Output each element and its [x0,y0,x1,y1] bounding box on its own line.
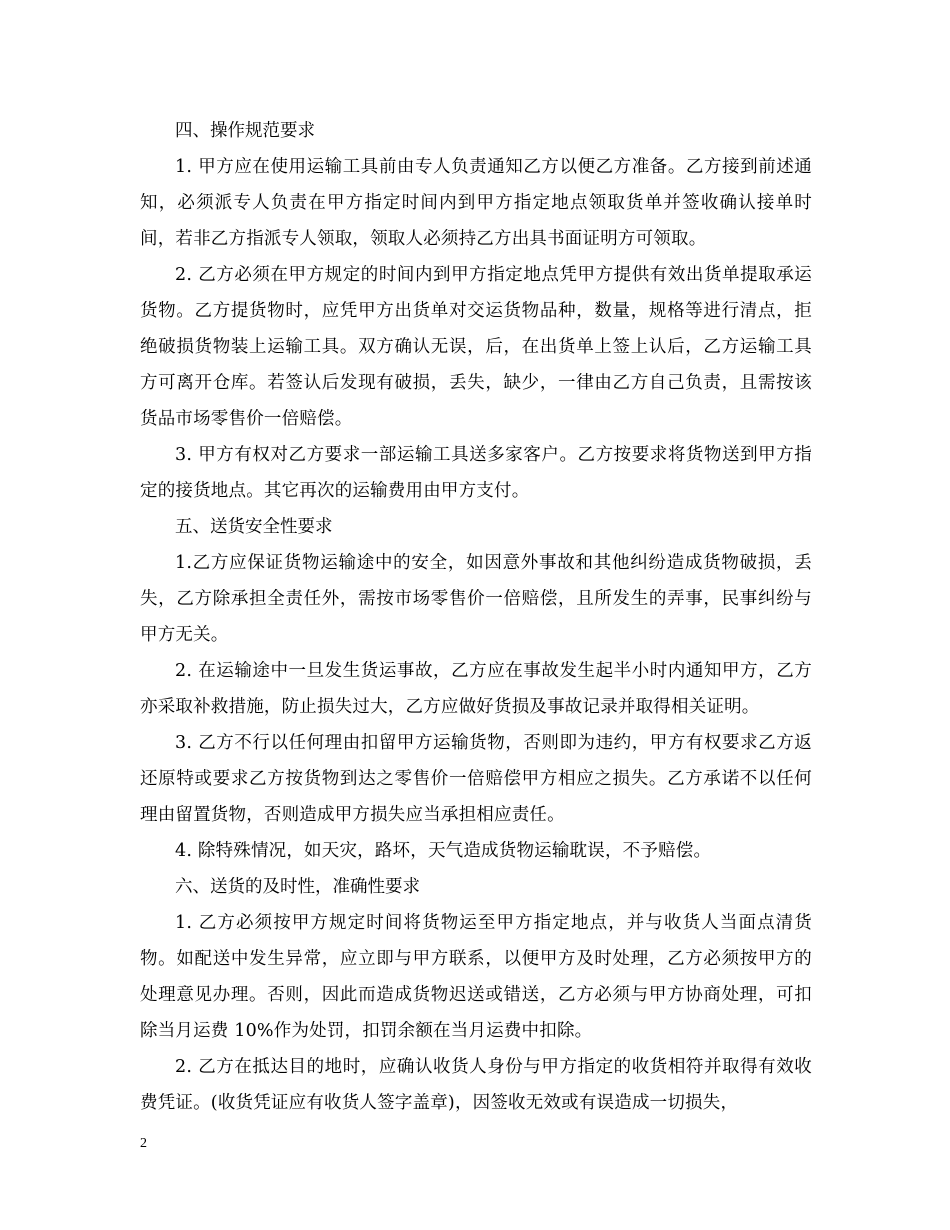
page-number: 2 [140,1136,147,1151]
clause-5-4: 4. 除特殊情况，如天灾，路坏，天气造成货物运输耽误，不予赔偿。 [175,841,712,861]
section-heading-6: 六、送货的及时性，准确性要求 [175,877,420,897]
section-heading-5: 五、送货安全性要求 [175,517,333,537]
clause-5-2: 2. 在运输途中一旦发生货运事故，乙方应在事故发生起半小时内通知甲方，乙方亦采取补救措施，防止损失过大，乙方应做好货损及事故记录并取得相关证明。 [140,661,812,717]
document-body [140,113,812,1121]
clause-4-1: 1. 甲方应在使用运输工具前由专人负责通知乙方以便乙方准备。乙方接到前述通知，必须派专人负责在甲方指定时间内到甲方指定地点领取货单并签收确认接单时间，若非乙方指派专人领取，领取人必须持乙方出具书面证明方可领取。 [140,157,812,249]
clause-6-1: 1. 乙方必须按甲方规定时间将货物运至甲方指定地点，并与收货人当面点清货物。如配送中发生异常，应立即与甲方联系，以便甲方及时处理，乙方必须按甲方的处理意见办理。否则，因此而造成货物迟送或错送，乙方必须与甲方协商处理，可扣除当月运费 10%作为处罚，扣罚余额在当月运费中扣除。 [140,913,812,1041]
clause-6-2: 2. 乙方在抵达目的地时，应确认收货人身份与甲方指定的收货相符并取得有效收费凭证。(收货凭证应有收货人签字盖章)，因签收无效或有误造成一切损失， [140,1057,812,1113]
clause-4-3: 3. 甲方有权对乙方要求一部运输工具送多家客户。乙方按要求将货物送到甲方指定的接货地点。其它再次的运输费用由甲方支付。 [140,445,812,501]
clause-5-1: 1.乙方应保证货物运输途中的安全，如因意外事故和其他纠纷造成货物破损，丢失，乙方除承担全责任外，需按市场零售价一倍赔偿，且所发生的弄事，民事纠纷与甲方无关。 [140,553,812,645]
clause-5-3: 3. 乙方不行以任何理由扣留甲方运输货物，否则即为违约，甲方有权要求乙方返还原特或要求乙方按货物到达之零售价一倍赔偿甲方相应之损失。乙方承诺不以任何理由留置货物，否则造成甲方损失应当承担相应责任。 [140,733,812,825]
section-heading-4: 四、操作规范要求 [175,121,315,141]
clause-4-2: 2. 乙方必须在甲方规定的时间内到甲方指定地点凭甲方提供有效出货单提取承运货物。乙方提货物时，应凭甲方出货单对交运货物品种，数量，规格等进行清点，拒绝破损货物装上运输工具。双方确认无误，后，在出货单上签上认后，乙方运输工具方可离开仓库。若签认后发现有破损，丢失，缺少，一律由乙方自己负责，且需按该货品市场零售价一倍赔偿。 [140,265,812,429]
